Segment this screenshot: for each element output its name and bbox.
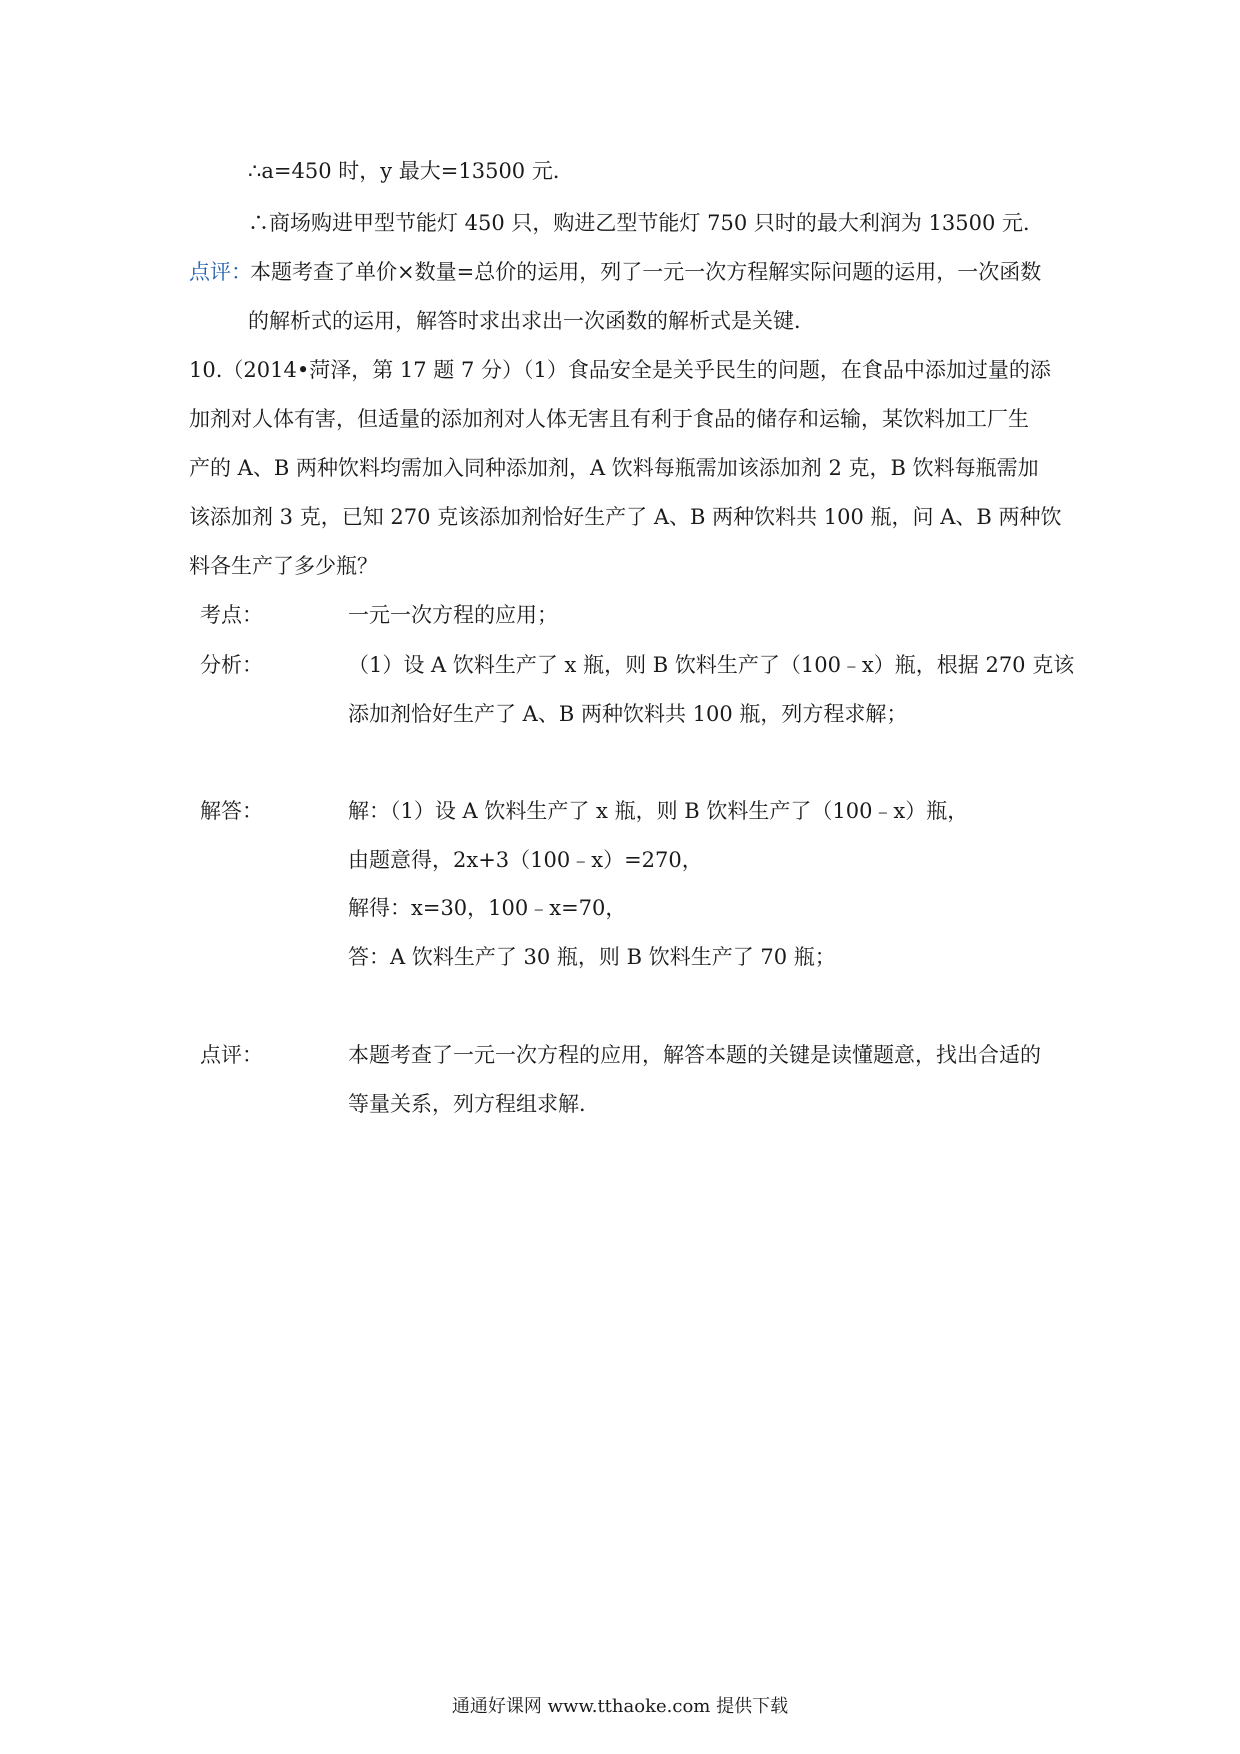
jieda-line-2: 由题意得，2x+3（100﹣x）=270， — [348, 848, 703, 872]
prev-comment-label: 点评： — [189, 260, 252, 284]
prev-comment-line-1: 本题考查了单价×数量=总价的运用，列了一元一次方程解实际问题的运用，一次函数 — [250, 260, 1042, 284]
jieda-line-3: 解得：x=30，100﹣x=70， — [348, 896, 627, 920]
jieda-label: 解答： — [200, 799, 263, 823]
dianping-line-2: 等量关系，列方程组求解． — [348, 1092, 600, 1116]
question-line-5: 料各生产了多少瓶？ — [189, 554, 378, 578]
jieda-line-4: 答：A 饮料生产了 30 瓶，则 B 饮料生产了 70 瓶； — [348, 945, 836, 969]
kaodian-label: 考点： — [200, 603, 263, 627]
question-line-1: 10.（2014•菏泽，第 17 题 7 分）（1）食品安全是关乎民生的问题，在食品中添加过量的添 — [189, 358, 1051, 382]
dianping-line-1: 本题考查了一元一次方程的应用，解答本题的关键是读懂题意，找出合适的 — [348, 1043, 1041, 1067]
prev-line-1: ∴a=450 时，y 最大=13500 元． — [248, 159, 574, 183]
jieda-line-1: 解：（1）设 A 饮料生产了 x 瓶，则 B 饮料生产了（100﹣x）瓶， — [348, 799, 969, 823]
fenxi-label: 分析： — [200, 653, 263, 677]
prev-line-2: ∴商场购进甲型节能灯 450 只，购进乙型节能灯 750 只时的最大利润为 13500 元． — [248, 211, 1045, 235]
fenxi-line-1: （1）设 A 饮料生产了 x 瓶，则 B 饮料生产了（100﹣x）瓶，根据 270 克该 — [348, 653, 1075, 677]
question-line-3: 产的 A、B 两种饮料均需加入同种添加剂，A 饮料每瓶需加该添加剂 2 克，B 饮料每瓶需加 — [189, 456, 1039, 480]
question-line-4: 该添加剂 3 克，已知 270 克该添加剂恰好生产了 A、B 两种饮料共 100 瓶，问 A、B 两种饮 — [189, 505, 1062, 529]
fenxi-line-2: 添加剂恰好生产了 A、B 两种饮料共 100 瓶，列方程求解； — [348, 702, 908, 726]
kaodian-text: 一元一次方程的应用； — [348, 603, 558, 627]
question-line-2: 加剂对人体有害，但适量的添加剂对人体无害且有利于食品的储存和运输，某饮料加工厂生 — [189, 407, 1029, 431]
prev-comment-line-2: 的解析式的运用，解答时求出求出一次函数的解析式是关键． — [248, 309, 815, 333]
page-footer: 通通好课网 www.tthaoke.com 提供下载 — [451, 1696, 789, 1717]
dianping-label: 点评： — [200, 1043, 263, 1067]
